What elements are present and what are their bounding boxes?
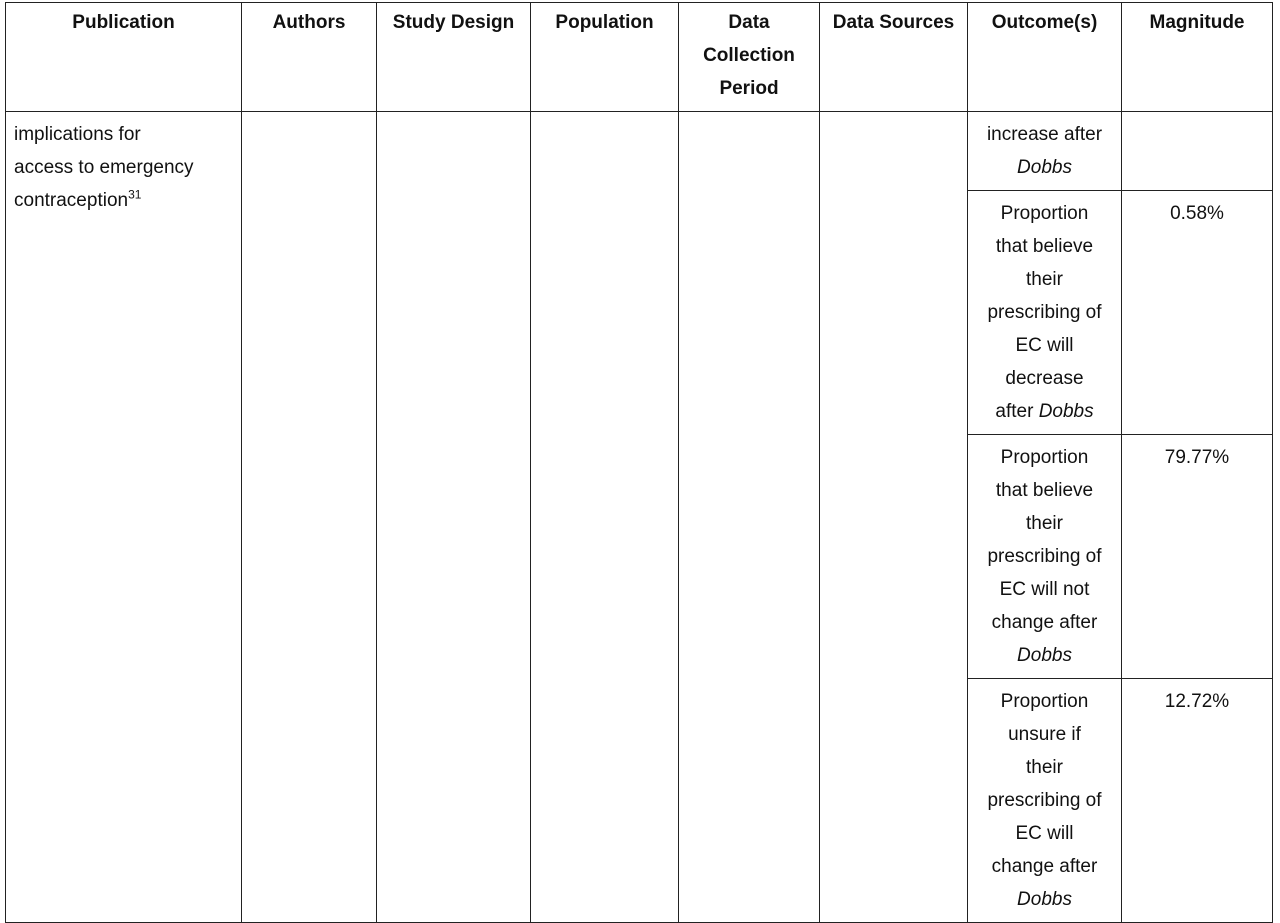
publication-cell bbox=[6, 112, 242, 923]
outcome-cell bbox=[968, 435, 1122, 679]
outcome-line: prescribing of bbox=[987, 546, 1102, 567]
header-data-collection-period: Data Collection Period bbox=[679, 3, 820, 112]
header-publication: Publication bbox=[6, 3, 242, 112]
study-design-cell bbox=[377, 112, 531, 923]
data-sources-cell bbox=[820, 112, 968, 923]
outcome-line: their bbox=[1026, 513, 1063, 534]
outcome-line: Dobbs bbox=[1017, 645, 1072, 666]
table-row bbox=[6, 112, 1273, 191]
outcome-cell bbox=[968, 679, 1122, 923]
outcome-line: prescribing of bbox=[987, 790, 1102, 811]
publication-line: contraception$^{31}$ bbox=[14, 187, 142, 211]
outcome-line: prescribing of bbox=[987, 302, 1102, 323]
outcome-line: increase after bbox=[986, 124, 1103, 145]
evidence-table bbox=[5, 2, 1273, 923]
authors-cell bbox=[242, 112, 377, 923]
outcome-line: that believe bbox=[995, 236, 1094, 257]
population-cell bbox=[531, 112, 679, 923]
outcome-cell bbox=[968, 112, 1122, 191]
outcome-line: Dobbs bbox=[1017, 157, 1072, 178]
publication-line: access to emergency bbox=[14, 157, 194, 178]
header-outcomes: Outcome(s) bbox=[968, 3, 1122, 112]
outcome-line: that believe bbox=[995, 480, 1094, 501]
header-population: Population bbox=[531, 3, 679, 112]
outcome-line: EC will bbox=[1015, 823, 1074, 844]
reference-superscript: 31 bbox=[128, 187, 142, 202]
magnitude-cell: 79.77% bbox=[1122, 435, 1273, 679]
outcome-cell bbox=[968, 191, 1122, 435]
outcome-line: EC will bbox=[1015, 335, 1074, 356]
magnitude-cell bbox=[1122, 112, 1273, 191]
outcome-line: Dobbs bbox=[1017, 889, 1072, 910]
outcome-line: their bbox=[1026, 269, 1063, 290]
header-row bbox=[6, 3, 1273, 112]
header-study-design: Study Design bbox=[377, 3, 531, 112]
magnitude-cell: 0.58% bbox=[1122, 191, 1273, 435]
outcome-line: Proportion bbox=[1000, 691, 1089, 712]
outcome-line: EC will not bbox=[999, 579, 1090, 600]
outcome-line: after Dobbs bbox=[995, 401, 1094, 422]
outcome-line: their bbox=[1026, 757, 1063, 778]
outcome-line: decrease bbox=[1005, 368, 1084, 389]
outcome-line: Proportion bbox=[1000, 447, 1089, 468]
data-collection-period-cell bbox=[679, 112, 820, 923]
outcome-line: Proportion bbox=[1000, 203, 1089, 224]
header-magnitude: Magnitude bbox=[1122, 3, 1273, 112]
header-authors: Authors bbox=[242, 3, 377, 112]
publication-line: implications for bbox=[14, 124, 141, 145]
outcome-line: unsure if bbox=[1008, 724, 1081, 745]
outcome-line: change after bbox=[991, 856, 1098, 877]
magnitude-cell: 12.72% bbox=[1122, 679, 1273, 923]
header-data-sources: Data Sources bbox=[820, 3, 968, 112]
outcome-line: change after bbox=[991, 612, 1098, 633]
